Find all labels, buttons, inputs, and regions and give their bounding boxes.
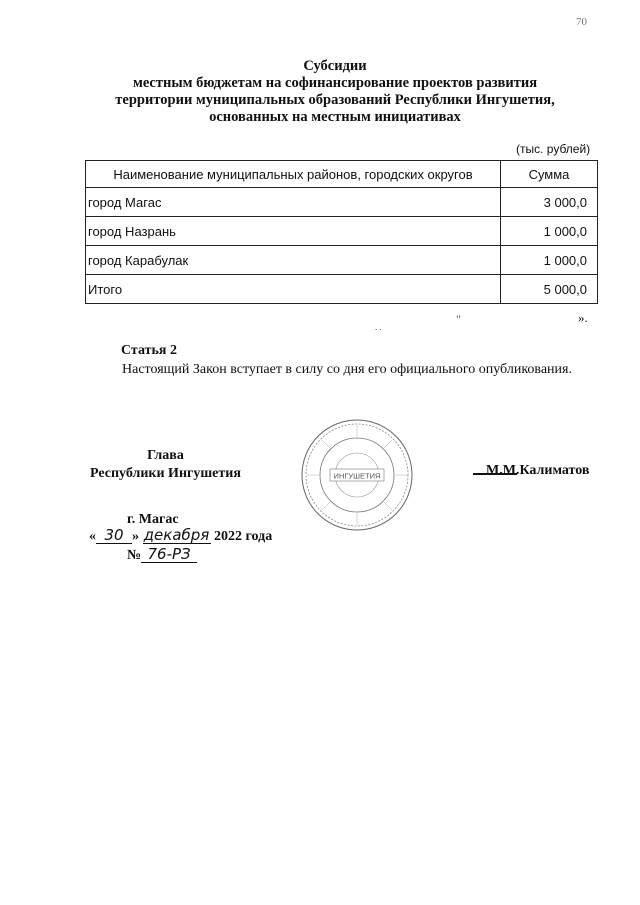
signing-date (89, 528, 272, 545)
law-number-prefix: № (127, 548, 142, 563)
title-line: основанных на местным инициативах (209, 109, 461, 125)
row-name: город Назрань (86, 217, 501, 246)
row-amount: 1 000,0 (501, 246, 598, 275)
row-amount: 1 000,0 (501, 217, 598, 246)
table-header-row (86, 161, 598, 188)
column-header-amount: Сумма (501, 161, 598, 188)
row-amount: 3 000,0 (501, 188, 598, 217)
date-close-quote: » (132, 529, 139, 544)
date-year: 2022 года (214, 529, 273, 544)
place: г. Магас (127, 512, 179, 527)
row-name: город Карабулак (86, 246, 501, 275)
closing-quote: ». (578, 310, 588, 325)
signer-title (90, 447, 241, 483)
law-number-value: 76-РЗ (141, 547, 197, 563)
column-header-name: Наименование муниципальных районов, городских округов (86, 161, 501, 188)
table-row-total (86, 275, 598, 304)
signer-title-line: Глава (147, 448, 184, 463)
row-amount: 5 000,0 (501, 275, 598, 304)
signer-title-line: Республики Ингушетия (90, 466, 241, 481)
scan-dots: . . (375, 322, 382, 332)
row-name: Итого (86, 275, 501, 304)
signer-name (486, 463, 589, 479)
title-line: местным бюджетам на софинансирование проектов развития (132, 75, 538, 91)
official-seal (300, 418, 414, 532)
quote-mark: " (456, 312, 461, 326)
date-open-quote: « (89, 529, 96, 544)
date-month: декабря (143, 526, 210, 544)
subsidy-table (85, 160, 598, 304)
table-row (86, 188, 598, 217)
law-number (127, 547, 197, 564)
date-day: 30 (96, 528, 132, 544)
page-number: 70 (576, 16, 587, 28)
title-line: Субсидии (303, 58, 367, 74)
unit-note: (тыс. рублей) (516, 142, 591, 156)
table-row (86, 217, 598, 246)
seal-center-text: ИНГУШЕТИЯ (333, 471, 381, 481)
title-line: территории муниципальных образований Республики Ингушетия, (115, 92, 555, 108)
row-name: город Магас (86, 188, 501, 217)
article-title: Статья 2 (121, 343, 177, 358)
table-row (86, 246, 598, 275)
article-text: Настоящий Закон вступает в силу со дня его официального опубликования. (122, 362, 572, 377)
signer-surname: Калиматов (519, 463, 590, 478)
document-title (70, 58, 600, 126)
signer-initials: М.М. (486, 463, 520, 478)
